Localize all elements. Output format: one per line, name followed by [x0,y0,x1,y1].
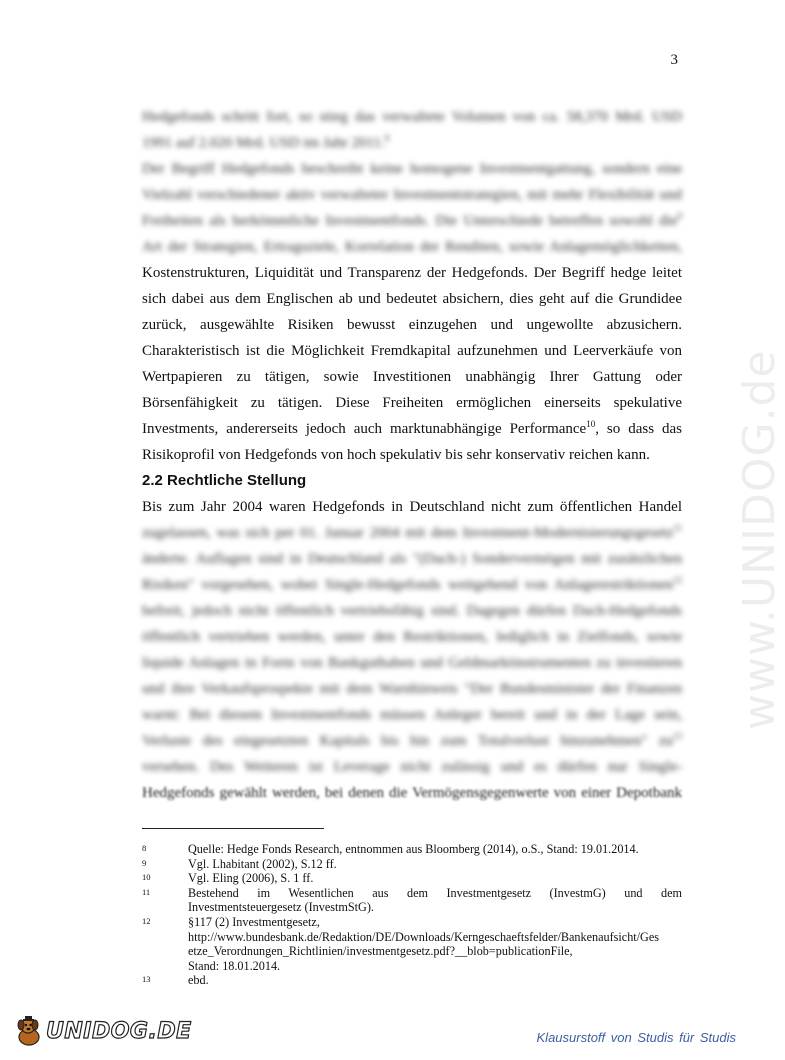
footnote [142,842,682,857]
footnote-number: 13 [142,974,151,985]
text-line: Risikoprofil von Hedgefonds von hoch spekulativ bis sehr konservativ reichen kann. [142,447,650,463]
text-line: Kostenstrukturen, Liquidität und Transparenz der Hedgefonds. Der Begriff hedge leitet [142,265,682,281]
text-line: befreit, jedoch nicht öffentlich vertriebsfähig sind. Dagegen dürfen Dach-Hedgefonds [142,603,682,619]
text-line: sich dabei aus dem Englischen ab und bedeutet absichern, dies geht auf die Grundidee [142,291,682,307]
footnote-number: 12 [142,915,151,926]
text-line: Risiken" vorgesehen, wobei Single-Hedgefonds weitgehend von Anlagerestriktionen$^{12}$ [142,575,682,593]
text-line: änderte. Auflagen sind in Deutschland als "(Dach-) Sondervermögen mit zusätzlichen [142,551,682,567]
footnote [142,857,682,872]
text-line: Börsenfähigkeit zu tätigen. Diese Freiheiten ermöglichen einerseits spekulative [142,395,682,411]
text-line: Hedgefonds schritt fort, so stieg das verwaltete Volumen von ca. 58,370 Mrd. USD [142,109,682,125]
text-line: warnt: Bei diesem Investmentfonds müssen Anleger bereit und in der Lage sein, [142,707,682,723]
text-line: Vielzahl verschiedener aktiv verwalteter Investmentstrategien, mit mehr Flexibilität und [142,187,682,203]
text-line: öffentlich vertrieben werden, unter den Restriktionen, lediglich in Zielfonds, sowie [142,629,682,645]
footnote-line: Stand: 18.01.2014. [188,958,281,973]
text-line: Investments, andererseits jedoch auch marktunabhängige Performance$^{10}$, so dass das [142,419,683,437]
footnote-mark: 12 [673,575,682,585]
footnote-url-line: etze_Verordnungen_Richtlinien/investmentgesetz.pdf?__blob=publicationFile, [188,944,573,959]
blurred-top-paragraph [142,104,682,260]
text-line: zurück, ausgewählte Risiken bewusst einzugehen und ungewollte abzusichern. [142,317,682,333]
watermark: www.UNIDOG.de [734,349,785,730]
footnote [142,886,682,915]
text-line: Hedgefonds gewählt werden, bei denen die Vermögensgegenwerte von einer Depotbank [142,785,682,801]
document-body [142,104,682,806]
footnote [142,973,682,988]
text-line: Bis zum Jahr 2004 waren Hedgefonds in Deutschland nicht zum öffentlichen Handel [142,499,682,515]
footnote-text: Vgl. Lhabitant (2002), S.12 ff. [188,856,337,871]
text-line: zugelassen, was sich per 01. Januar 2004 mit dem Investment-Modernisierungsgesetz$^{11}$ [142,523,682,541]
section-heading: 2.2 Rechtliche Stellung [142,472,307,489]
text-line: und ihre Verkaufsprospekte mit dem Warnhinweis "Der Bundesminister der Finanzen [142,681,682,697]
text-line: Charakteristisch ist die Möglichkeit Fremdkapital aufzunehmen und Leerverkäufe von [142,343,682,359]
footnote-mark: 8 [384,133,390,143]
text-line: 1991 auf 2.020 Mrd. USD im Jahr 2011.$^8$ [142,133,390,151]
text-line: versehen. Des Weiteren ist Leverage nicht zulässig und es dürfen nur Single- [142,759,682,775]
footnote-line: Investmentsteuergesetz (InvestmStG). [188,900,374,915]
dog-icon [14,1015,44,1047]
blurred-section-paragraph [142,520,682,780]
footnote-number: 11 [142,886,151,897]
text-line: Verluste des eingesetzten Kapitals bis hin zum Totalverlust hinzunehmen" $zu^{13}$ [142,731,682,749]
visible-paragraph [142,260,682,468]
footnote-mark: 9 [677,211,682,221]
footnote-url-line: http://www.bundesbank.de/Redaktion/DE/Downloads/Kerngeschaeftsfelder/Bankenaufsicht/Ges [188,929,660,944]
page-number: 3 [670,52,678,68]
footnote-number: 8 [142,843,147,853]
unidog-logo[interactable] [14,1015,192,1047]
footnote-text [188,915,682,973]
footnote-text [188,886,682,915]
footnote-separator [142,828,324,829]
text-line: Art der Strategien, Ertragsziele, Korrelation der Renditen, sowie Anlagemöglichkeiten, [142,239,682,255]
footnote-mark: 11 [673,523,682,533]
footnote-mark: 10 [586,419,596,429]
text-line: liquide Anlagen in Form von Bankguthaben und Geldmarktinstrumenten zu investieren [142,655,682,671]
footnote [142,871,682,886]
footnotes [142,842,682,988]
footnote-number: 10 [142,872,151,883]
text-line: Der Begriff Hedgefonds beschreibt keine homogene Investmentgattung, sondern eine [142,161,682,177]
logo-text: UNIDOG.DE [46,1018,192,1044]
text-line: Wertpapieren zu tätigen, sowie Investitionen unabhängig Ihrer Gattung oder [142,369,682,385]
tagline: Klausurstoff von Studis für Studis [536,1030,736,1045]
footnote-number: 9 [142,857,147,868]
half-blurred-line [142,780,682,806]
footnote-text: Quelle: Hedge Fonds Research, entnommen aus Bloomberg (2014), o.S., Stand: 19.01.2014. [188,842,639,856]
text-line: Freiheiten als herkömmliche Investmentfonds. Die Unterschiede betreffen sowohl die$^9$ [142,211,682,229]
footnote-text: Vgl. Eling (2006), S. 1 ff. [188,871,314,886]
footnote [142,915,682,973]
footnote-line: §117 (2) Investmentgesetz, [188,914,320,929]
footnote-line: Bestehend im Wesentlichen aus dem Investmentgesetz (InvestmG) und dem [188,885,682,900]
footnote-mark: 13 [673,731,682,741]
footnote-text: ebd. [188,973,209,988]
